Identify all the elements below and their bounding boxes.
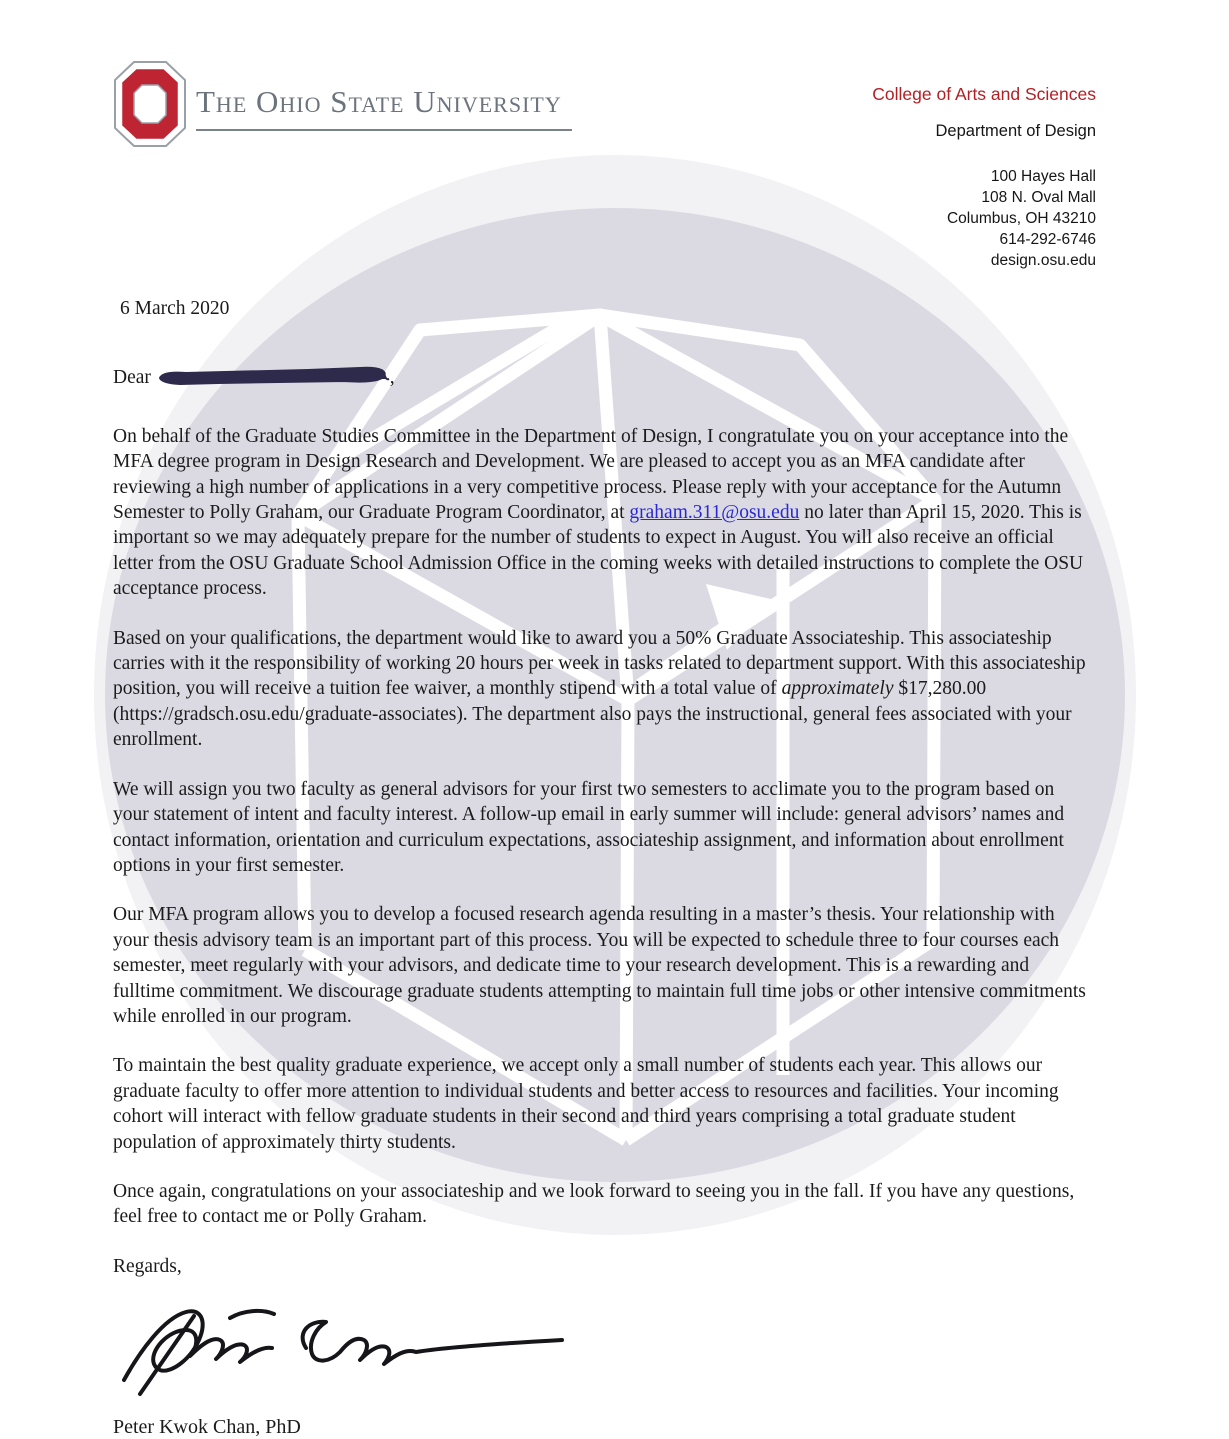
address-line: 108 N. Oval Mall — [981, 189, 1096, 206]
redacted-name-scribble — [158, 366, 390, 386]
address-line: 100 Hayes Hall — [990, 168, 1096, 185]
email-link[interactable]: graham.311@osu.edu — [629, 502, 800, 524]
osu-wordmark: The Ohio State University — [196, 84, 572, 131]
website-url: design.osu.edu — [990, 252, 1096, 269]
letter-body — [113, 296, 1086, 1279]
salutation-line — [113, 365, 1086, 390]
paragraph-text: no later than April 15, 2020. This is important so we may adequately prepare for the number of students to expect in August. You will also receive an official letter from the OSU Graduate School Admission Office in the coming weeks with detailed instructions to complete the OSU acceptance process. — [113, 502, 1084, 600]
paragraph-text: $17,280.00 (https://gradsch.osu.edu/graduate-associates). The department also pays the instructional, general fees associated with your enrollment. — [113, 678, 1072, 751]
paragraph-advisors: We will assign you two faculty as general advisors for your first two semesters to acclimate you to the program based on your statement of intent and faculty interest. A follow-up email in early summer will include: general advisors’ names and contact information, orientation and curriculum expectations, associateship assignment, and information about enrollment options in your first semester. — [113, 778, 1065, 876]
department-label: Department of Design — [935, 122, 1096, 140]
phone-number: 614-292-6746 — [999, 231, 1096, 248]
paragraph-acceptance — [113, 424, 1086, 602]
address-line: Columbus, OH 43210 — [946, 210, 1096, 227]
salutation-prefix: Dear — [113, 367, 156, 389]
signer-name: Peter Kwok Chan, PhD — [113, 1416, 301, 1438]
paragraph-text: On behalf of the Graduate Studies Committee in the Department of Design, I congratulate you on your acceptance into the MFA degree program in Design Research and Development. We are pleased to accept you as an MFA candidate after reviewing a high number of applications in a very competitive process. Please reply with your acceptance for the Autumn Semester to Polly Graham, our Graduate Program Coordinator, at — [113, 425, 1069, 524]
paragraph-associateship — [113, 626, 1086, 753]
closing-line: Regards, — [113, 1255, 182, 1277]
italic-word: approximately — [781, 678, 894, 700]
letterhead-contact-block — [872, 84, 1096, 271]
college-label: College of Arts and Sciences — [872, 84, 1096, 104]
paragraph-cohort: To maintain the best quality graduate experience, we accept only a small number of students each year. This allows our graduate faculty to offer more attention to individual students and better access to resources and facilities. Your incoming cohort will interact with fellow graduate students in their second and third years comprising a total graduate student population of approximately thirty students. — [113, 1055, 1059, 1153]
handwritten-signature-icon — [110, 1296, 575, 1398]
paragraph-program: Our MFA program allows you to develop a focused research agenda resulting in a master’s thesis. Your relationship with your thesis advisory team is an important part of this process. You will be expected to schedule three to four courses each semester, meet regularly with your advisors, and dedicate time to your research development. This is a rewarding and fulltime commitment. We discourage graduate students attempting to maintain full time jobs or other intensive commitments while enrolled in our program. — [113, 904, 1086, 1027]
letter-date: 6 March 2020 — [120, 298, 230, 319]
osu-block-o-logo — [113, 60, 187, 148]
paragraph-congratulations: Once again, congratulations on your associateship and we look forward to seeing you in the fall. If you have any questions, feel free to contact me or Polly Graham. — [113, 1180, 1075, 1228]
paragraph-text: Based on your qualifications, the department would like to award you a 50% Graduate Associateship. This associateship carries with it the responsibility of working 20 hours per week in tasks related to department support. With this associateship position, you will receive a tuition fee waiver, a monthly stipend with a total value of — [113, 627, 1086, 700]
salutation-suffix: , — [389, 367, 395, 389]
